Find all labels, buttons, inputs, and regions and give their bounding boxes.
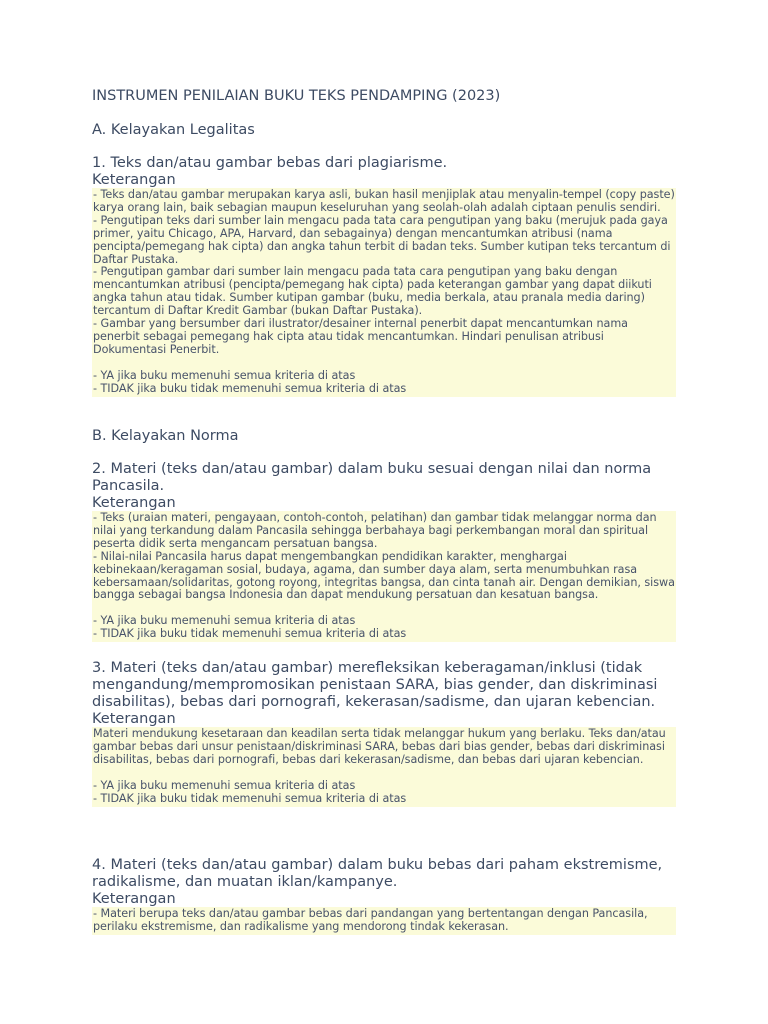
section-heading-legalitas: A. Kelayakan Legalitas [92,122,255,138]
criterion-title: 3. Materi (teks dan/atau gambar) merefleksikan keberagaman/inklusi (tidak mengandung/mempromosikan penistaan SARA, bias gender, dan diskriminasi disabilitas), bebas dari pornografi, kekerasan/sadisme, dan ujaran kebencian. [92,660,658,710]
keterangan-paragraph: - Pengutipan gambar dari sumber lain mengacu pada tata cara pengutipan yang baku dengan mencantumkan atribusi (pencipta/pemegang hak cipta) pada keterangan gambar yang dapat diikuti angka tahun atau tidak. Sumber kutipan gambar (buku, media berkala, atau pranala media daring) tercantum di Daftar Kredit Gambar (bukan Daftar Pustaka). [93,265,652,318]
keterangan-paragraph: - Materi berupa teks dan/atau gambar bebas dari pandangan yang bertentangan dengan Pancasila, perilaku ekstremisme, dan radikalisme yang mendorong tindak kekerasan. [93,907,648,933]
tidak-criterion: - TIDAK jika buku tidak memenuhi semua kriteria di atas [93,627,407,641]
section-heading-norma: B. Kelayakan Norma [92,428,239,444]
keterangan-paragraph: - Gambar yang bersumber dari ilustrator/desainer internal penerbit dapat mencantumkan nama penerbit sebagai pemegang hak cipta atau tidak mencantumkan. Hindari penulisan atribusi Dokumentasi Penerbit. [93,317,628,356]
criterion-3 [92,660,676,807]
keterangan-label: Keterangan [92,495,176,511]
spacer [93,767,676,780]
criterion-1 [92,155,676,397]
ya-criterion: - YA jika buku memenuhi semua kriteria di atas [93,614,356,628]
document-title: INSTRUMEN PENILAIAN BUKU TEKS PENDAMPING (2023) [92,88,501,104]
keterangan-paragraph: - Teks (uraian materi, pengayaan, contoh-contoh, pelatihan) dan gambar tidak melanggar norma dan nilai yang terkandung dalam Pancasila sehingga berbahaya bagi perkembangan moral dan spiritual peserta didik serta mengancam persatuan bangsa. [93,511,657,550]
keterangan-box [92,727,676,807]
ya-criterion: - YA jika buku memenuhi semua kriteria di atas [93,778,356,792]
tidak-criterion: - TIDAK jika buku tidak memenuhi semua kriteria di atas [93,791,407,805]
ya-criterion: - YA jika buku memenuhi semua kriteria di atas [93,368,356,382]
tidak-criterion: - TIDAK jika buku tidak memenuhi semua kriteria di atas [93,381,407,395]
keterangan-paragraph: - Nilai-nilai Pancasila harus dapat mengembangkan pendidikan karakter, menghargai kebinekaan/keragaman sosial, budaya, agama, dan sumber daya alam, serta menumbuhkan rasa kebersamaan/solidaritas, gotong royong, integritas bangsa, dan cinta tanah air. Dengan demikian, siswa bangga sebagai bangsa Indonesia dan dapat mendukung persatuan dan kesatuan bangsa. [93,549,675,602]
spacer [93,357,676,370]
keterangan-paragraph: - Teks dan/atau gambar merupakan karya asli, bukan hasil menjiplak atau menyalin-tempel (copy paste) karya orang lain, baik sebagian maupun keseluruhan yang seolah-olah adalah ciptaan penulis sendiri. [93,188,675,214]
keterangan-box [92,188,676,397]
keterangan-box [92,907,676,935]
criterion-title: 2. Materi (teks dan/atau gambar) dalam buku sesuai dengan nilai dan norma Pancasila. [92,461,652,494]
keterangan-label: Keterangan [92,891,176,907]
criterion-4 [92,857,676,935]
keterangan-label: Keterangan [92,711,176,727]
keterangan-label: Keterangan [92,172,176,188]
criterion-title: 4. Materi (teks dan/atau gambar) dalam buku bebas dari paham ekstremisme, radikalisme, dan muatan iklan/kampanye. [92,857,663,890]
keterangan-paragraph: - Pengutipan teks dari sumber lain mengacu pada tata cara pengutipan yang baku (merujuk pada gaya primer, yaitu Chicago, APA, Harvard, dan sebagainya) dengan mencantumkan atribusi (nama pencipta/pemegang hak cipta) dan angka tahun terbit di badan teks. Sumber kutipan teks tercantum di Daftar Pustaka. [93,213,671,266]
keterangan-paragraph: Materi mendukung kesetaraan dan keadilan serta tidak melanggar hukum yang berlaku. Teks dan/atau gambar bebas dari unsur penistaan/diskriminasi SARA, bebas dari bias gender, bebas dari diskriminasi disabilitas, bebas dari pornografi, bebas dari kekerasan/sadisme, dan bebas dari ujaran kebencian. [93,727,666,766]
criterion-2 [92,461,676,642]
keterangan-box [92,511,676,642]
criterion-title: 1. Teks dan/atau gambar bebas dari plagiarisme. [92,155,448,171]
